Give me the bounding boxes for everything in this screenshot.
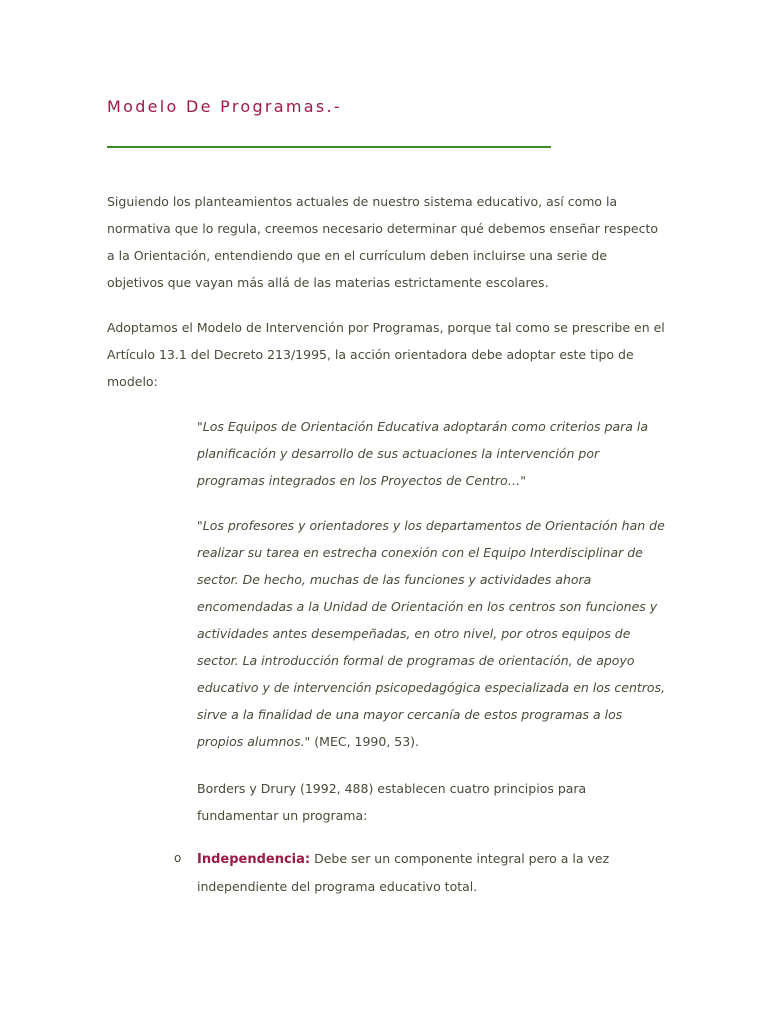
list-item-independencia (197, 845, 667, 900)
list-item-term: Independencia: (197, 852, 311, 867)
principles-paragraph: Borders y Drury (1992, 488) establecen cuatro principios para fundamentar un programa: (197, 781, 587, 823)
decree-quote: "Los Equipos de Orientación Educativa adoptarán como criterios para la planificación y desarrollo de sus actuaciones la intervención por programas integrados en los Proyectos de Centro…" (197, 419, 649, 488)
page-title: Modelo De Programas.- (107, 97, 342, 116)
intro-paragraph: Siguiendo los planteamientos actuales de nuestro sistema educativo, así como la normativa que lo regula, creemos necesario determinar qué debemos enseñar respecto a la Orientación, entendiendo que en el currículum deben incluirse una serie de objetivos que vayan más allá de las materias estrictamente escolares. (107, 194, 659, 290)
mec-quote-text: "Los profesores y orientadores y los departamentos de Orientación han de realizar su tarea en estrecha conexión con el Equipo Interdisciplinar de sector. De hecho, muchas de las funciones y actividades ahora encomendadas a la Unidad de Orientación en los centros son funciones y actividades antes desempeñadas, en otro nivel, por otros equipos de sector. La introducción formal de programas de orientación, de apoyo educativo y de intervención psicopedagógica especializada en los centros, sirve a la finalidad de una mayor cercanía de estos programas a los propios alumnos." (197, 518, 666, 749)
list-item-text: Debe ser un componente integral pero a la vez independiente del programa educativo total. (197, 851, 610, 894)
mec-quote (197, 512, 667, 755)
model-paragraph: Adoptamos el Modelo de Intervención por Programas, porque tal como se prescribe en el Artículo 13.1 del Decreto 213/1995, la acción orientadora debe adoptar este tipo de modelo: (107, 320, 665, 389)
mec-quote-citation: (MEC, 1990, 53). (310, 734, 420, 749)
title-underline-divider (107, 146, 551, 148)
bullet-marker: o (174, 851, 182, 865)
